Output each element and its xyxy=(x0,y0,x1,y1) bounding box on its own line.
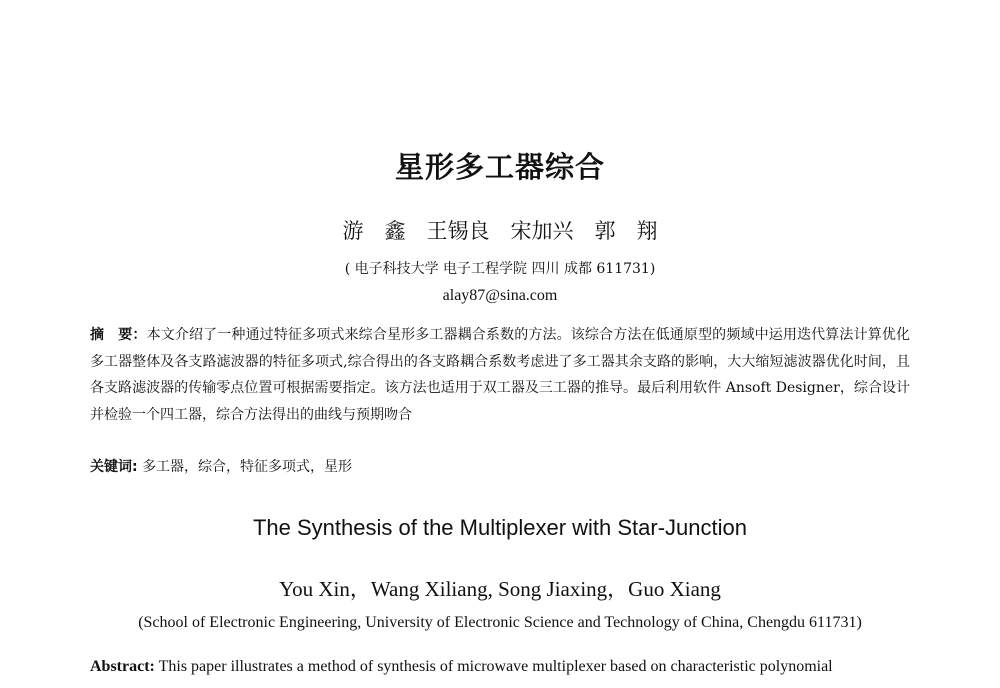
paper-title-cn: 星形多工器综合 xyxy=(394,150,605,184)
abstract-en-text: This paper illustrates a method of synthesis of microwave multiplexer based on characteristic polynomial xyxy=(158,658,833,675)
authors-cn: 游 鑫 王锡良 宋加兴 郭 翔 xyxy=(342,219,658,243)
authors-en: You Xin，Wang Xiliang, Song Jiaxing，Guo Xiang xyxy=(279,577,721,601)
affiliation-cn: ( 电子科技大学 电子工程学院 四川 成都 611731) xyxy=(344,261,656,277)
author-email: alay87@sina.com xyxy=(442,287,558,304)
abstract-cn xyxy=(90,322,910,428)
paper-title-en: The Synthesis of the Multiplexer with Star-Junction xyxy=(252,515,747,540)
affiliation-en: (School of Electronic Engineering, University of Electronic Science and Technology of China, Chengdu 611731) xyxy=(138,614,862,631)
abstract-en xyxy=(90,654,910,680)
abstract-cn-label: 摘 要： xyxy=(90,327,147,343)
keywords-cn-label: 关键词: xyxy=(90,459,138,475)
keywords-cn xyxy=(90,456,910,476)
keywords-cn-text: 多工器，综合，特征多项式，星形 xyxy=(142,459,353,475)
abstract-cn-text: 本文介绍了一种通过特征多项式来综合星形多工器耦合系数的方法。该综合方法在低通原型的频域中运用迭代算法计算优化多工器整体及各支路滤波器的特征多项式,综合得出的各支路耦合系数考虑进了多工器其余支路的影响，大大缩短滤波器优化时间，且各支路滤波器的传输零点位置可根据需要指定。该方法也适用于双工器及三工器的推导。最后利用软件 Ansoft Designer，综合设计并检验一个四工器，综合方法得出的曲线与预期吻合 xyxy=(90,327,910,423)
abstract-en-label: Abstract: xyxy=(90,658,155,675)
